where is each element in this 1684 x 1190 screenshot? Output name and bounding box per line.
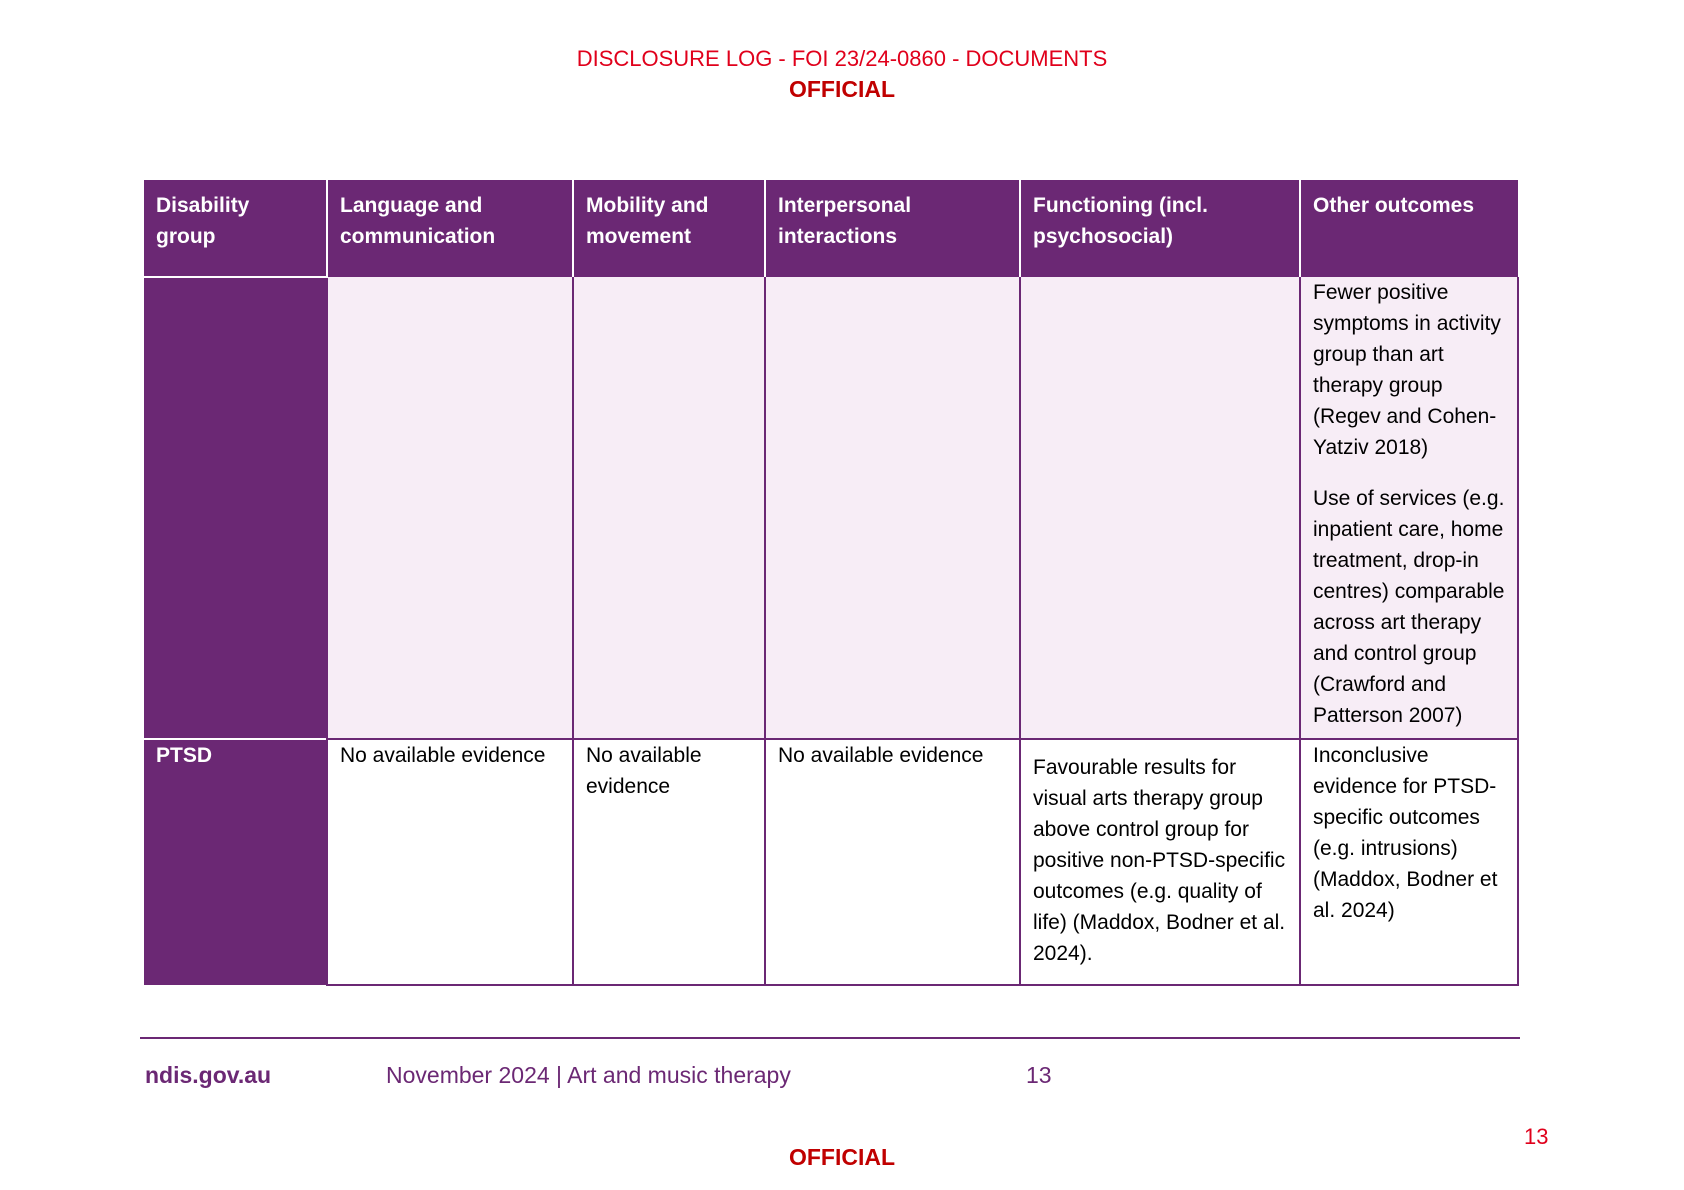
- table-header-row: [144, 180, 1518, 277]
- interpersonal-cell: [765, 277, 1020, 739]
- other-outcome-text: Inconclusive evidence for PTSD-specific outcomes (e.g. intrusions) (Maddox, Bodner et al. 2024): [1313, 744, 1498, 922]
- classification-bottom-wrapper: [0, 1144, 1684, 1171]
- footer-page-number: 13: [1026, 1062, 1052, 1088]
- other-outcomes-cell: [1300, 277, 1518, 739]
- classification-top: OFFICIAL: [788, 76, 896, 102]
- language-cell: [327, 277, 573, 739]
- column-header-disability-group: Disability group: [144, 180, 327, 277]
- stamp-page-number: 13: [1524, 1124, 1549, 1149]
- footer-site-link[interactable]: ndis.gov.au: [145, 1062, 272, 1088]
- functioning-cell: [1020, 739, 1300, 985]
- classification-bottom: OFFICIAL: [788, 1144, 896, 1170]
- column-header-other-outcomes: Other outcomes: [1300, 180, 1518, 277]
- column-header-interpersonal: Interpersonal interactions: [765, 180, 1020, 277]
- footer-document-title: November 2024 | Art and music therapy: [386, 1062, 791, 1088]
- language-cell: No available evidence: [327, 739, 573, 985]
- column-header-functioning: Functioning (incl. psychosocial): [1020, 180, 1300, 277]
- other-outcome-text: Use of services (e.g. inpatient care, home treatment, drop-in centres) comparable across art therapy and control group (Crawford and Patterson 2007): [1313, 487, 1505, 727]
- table-row: [144, 739, 1518, 985]
- disability-group-cell: PTSD: [144, 739, 327, 985]
- evidence-table: [144, 180, 1519, 986]
- column-header-mobility: Mobility and movement: [573, 180, 765, 277]
- mobility-cell: [573, 277, 765, 739]
- disability-group-cell: [144, 277, 327, 739]
- disclosure-header: [0, 45, 1684, 103]
- functioning-text: Favourable results for visual arts therapy group above control group for positive non-PTSD-specific outcomes (e.g. quality of life) (Maddox, Bodner et al. 2024).: [1033, 756, 1286, 965]
- other-outcomes-cell: [1300, 739, 1518, 985]
- interpersonal-cell: No available evidence: [765, 739, 1020, 985]
- disclosure-line: DISCLOSURE LOG - FOI 23/24-0860 - DOCUMENTS: [576, 46, 1108, 71]
- mobility-cell: No available evidence: [573, 739, 765, 985]
- functioning-cell: [1020, 277, 1300, 739]
- table-row: [144, 277, 1518, 739]
- other-outcome-text: Fewer positive symptoms in activity group than art therapy group (Regev and Cohen-Yatziv 2018): [1313, 281, 1501, 459]
- column-header-language: Language and communication: [327, 180, 573, 277]
- footer-divider: [140, 1037, 1520, 1039]
